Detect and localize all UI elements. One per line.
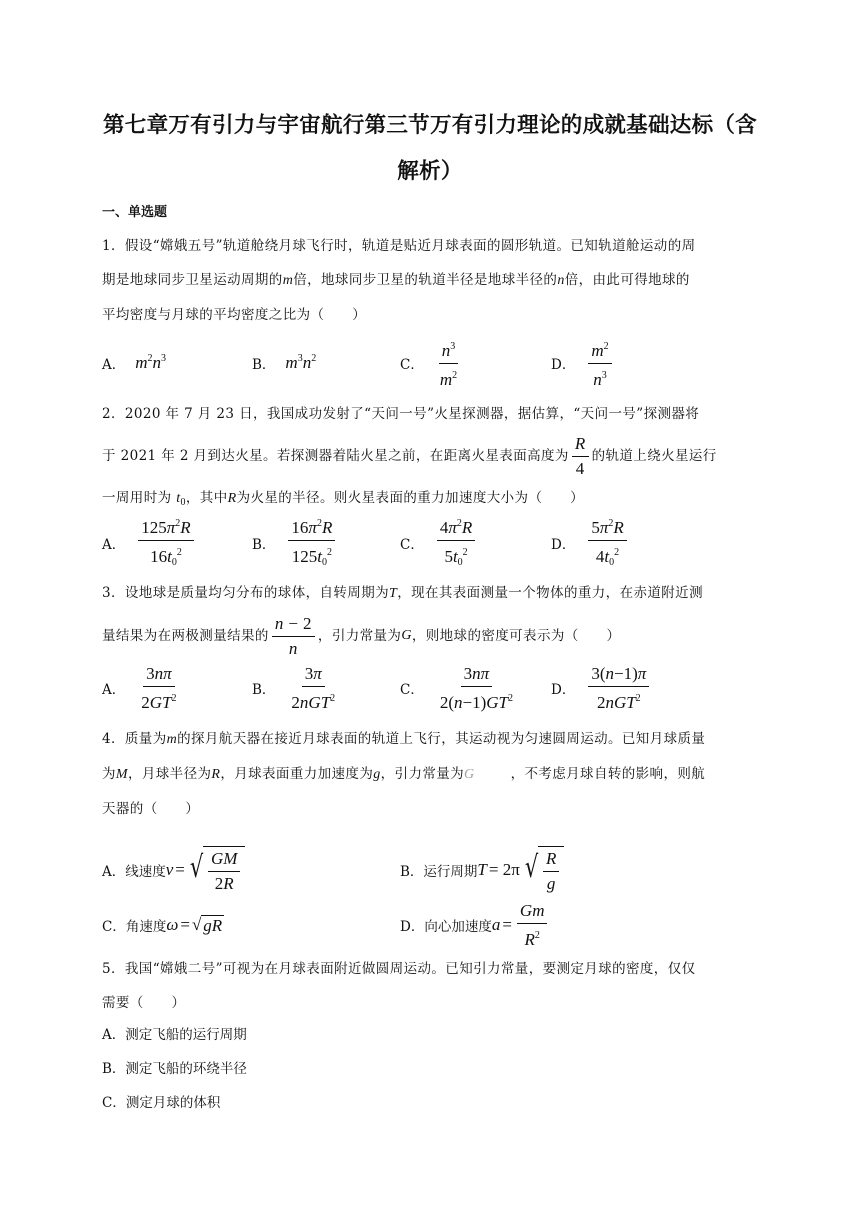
- q1-option-b[interactable]: B． $m^3n^2$: [252, 353, 317, 373]
- q4-options-row-2: [102, 900, 762, 950]
- q1-option-d[interactable]: D． $\frac{m^2}{n^3}$: [551, 338, 615, 388]
- q3-options: [102, 663, 762, 713]
- question-4: [102, 722, 762, 826]
- q4-options-row-1: [102, 842, 762, 898]
- q3-option-a[interactable]: A． $\frac{3n\pi}{2GT^2}$: [102, 663, 177, 712]
- q4-option-a[interactable]: A．线速度 v = √ $\frac{GM}{2R}$: [102, 842, 245, 898]
- q1-option-a[interactable]: A． $m^2n^3$: [102, 353, 167, 373]
- q1-option-c[interactable]: C． $\frac{n^3}{m^2}$: [400, 338, 463, 388]
- q5-option-a[interactable]: A．测定飞船的运行周期: [102, 1027, 247, 1043]
- section-heading: 一、单选题: [102, 205, 168, 220]
- q4-line-2: 为M，月球半径为R，月球表面重力加速度为g，引力常量为G ，不考虑月球自转的影响，则航: [102, 766, 706, 782]
- q2-option-c[interactable]: C． $\frac{4\pi^2R}{5t_0^2}$: [400, 518, 478, 568]
- q3-line-1: 3．设地球是质量均匀分布的球体，自转周期为T，现在其表面测量一个物体的重力，在赤道附近测: [102, 585, 703, 601]
- q4-option-c[interactable]: C．角速度 ω = √ gR: [102, 915, 223, 935]
- q5-line-1: 5．我国“嫦娥二号”可视为在月球表面附近做圆周运动。已知引力常量，要测定月球的密度，仅仅: [102, 961, 696, 977]
- title-line-1: 第七章万有引力与宇宙航行第三节万有引力理论的成就基础达标（含: [102, 113, 757, 138]
- q5-line-2: 需要（ ）: [102, 995, 186, 1011]
- document-title: [100, 103, 760, 195]
- q2-option-b[interactable]: B． $\frac{16\pi^2R}{125t_0^2}$: [252, 518, 338, 568]
- question-1: [102, 229, 762, 332]
- q4-line-1: 4．质量为m的探月航天器在接近月球表面的轨道上飞行，其运动视为匀速圆周运动。已知月球质量: [102, 731, 706, 747]
- q3-option-b[interactable]: B． $\frac{3\pi}{2nGT^2}$: [252, 663, 336, 712]
- q1-line-1: 1．假设“嫦娥五号”轨道舱绕月球飞行时，轨道是贴近月球表面的圆形轨道。已知轨道舱运动的周: [102, 238, 696, 254]
- q5-option-b[interactable]: B．测定飞船的环绕半径: [102, 1061, 247, 1077]
- q1-line-2: 期是地球同步卫星运动周期的m倍，地球同步卫星的轨道半径是地球半径的n倍，由此可得地球的: [102, 272, 690, 288]
- q3-option-c[interactable]: C． $\frac{3n\pi}{2(n-1)GT^2}$: [400, 663, 513, 712]
- q2-option-d[interactable]: D． $\frac{5\pi^2R}{4t_0^2}$: [551, 518, 630, 568]
- q4-option-d[interactable]: D．向心加速度 a = $\frac{Gm}{R^2}$: [400, 900, 550, 950]
- question-2: [102, 397, 762, 520]
- question-3: [102, 576, 762, 661]
- q1-options: [102, 338, 762, 388]
- q2-line-2: 于 2021 年 2 月到达火星。若探测器着陆火星之前，在距离火星表面高度为 $\frac{R}{4}$ 的轨道上绕火星运行: [102, 433, 717, 478]
- q5-option-c[interactable]: C．测定月球的体积: [102, 1095, 221, 1111]
- title-line-2: 解析）: [397, 159, 463, 184]
- q3-option-d[interactable]: D． $\frac{3(n-1)\pi}{2nGT^2}$: [551, 663, 652, 713]
- q4-line-3: 天器的（ ）: [102, 801, 200, 817]
- q2-option-a[interactable]: A． $\frac{125\pi^2R}{16t_0^2}$: [102, 518, 197, 568]
- q1-line-3: 平均密度与月球的平均密度之比为（ ）: [102, 307, 367, 323]
- q4-option-b[interactable]: B．运行周期 T = 2π √ $\frac{R}{g}$: [400, 842, 564, 898]
- q3-line-2: 量结果为在两极测量结果的 $\frac{n - 2}{n}$ ，引力常量为 G ，则地球的密度可表示为（ ）: [102, 613, 621, 658]
- question-5: [102, 952, 762, 1020]
- q2-line-1: 2．2020 年 7 月 23 日，我国成功发射了“天问一号”火星探测器，据估算，“天问一号”探测器将: [102, 406, 700, 422]
- q2-line-3: 一周用时为 $t_0$，其中R为火星的半径。则火星表面的重力加速度大小为（ ）: [102, 490, 585, 508]
- q2-options: [102, 518, 762, 568]
